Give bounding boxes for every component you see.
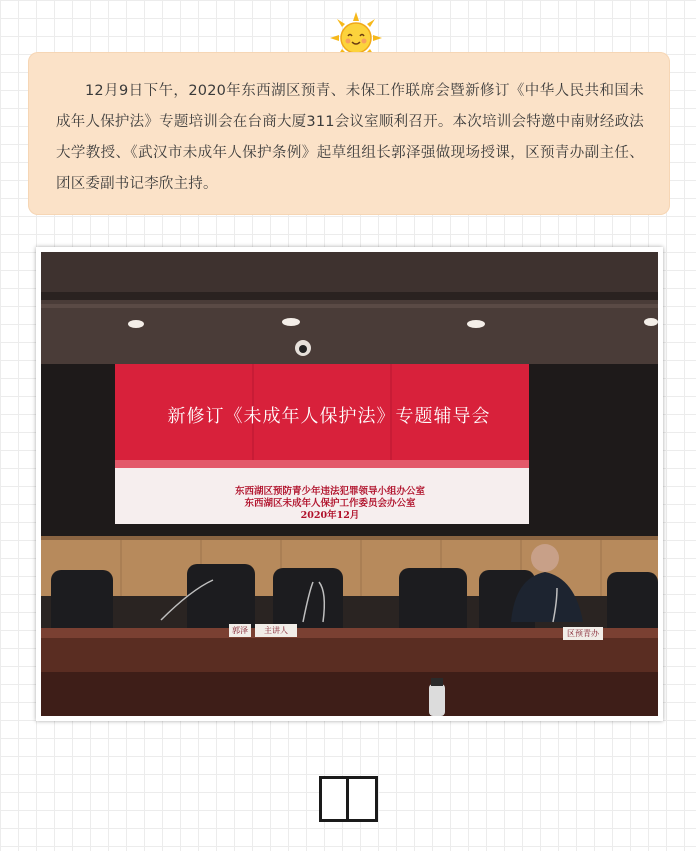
screen-line-1: 东西湖区预防青少年违法犯罪领导小组办公室 (234, 486, 425, 497)
article-card (28, 52, 670, 215)
screen-title: 新修订《未成年人保护法》专题辅导会 (167, 406, 491, 427)
nameplate-center: 主讲人 (255, 624, 297, 637)
article-paragraph: 12月9日下午，2020年东西湖区预青、未保工作联席会暨新修订《中华人民共和国未成年人保护法》专题培训会在台商大厦311会议室顺利召开。本次培训会特邀中南财经政法大学教授、《武汉市未成年人保护条例》起草组组长郭泽强做现场授课，区预青办副主任、团区委副书记李欣主持。 (56, 83, 644, 192)
nameplate-right: 区预青办 (563, 627, 603, 640)
screen-line-3: 2020年12月 (300, 510, 360, 521)
meeting-photo (41, 252, 658, 716)
placeholder-box-icon (319, 776, 378, 822)
photo-frame (36, 247, 663, 721)
screen-line-2: 东西湖区未成年人保护工作委员会办公室 (244, 498, 416, 509)
nameplate-left: 郭泽 (229, 624, 251, 637)
